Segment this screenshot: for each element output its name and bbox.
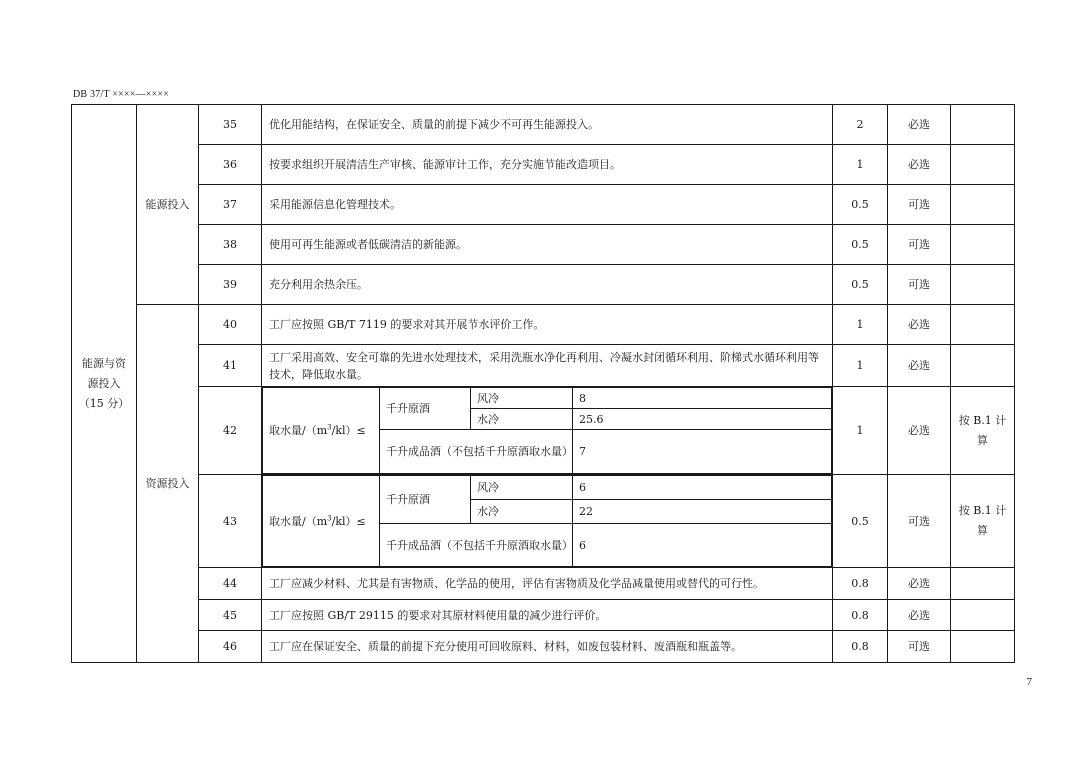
type-cell: 必选 <box>888 305 951 345</box>
table-row <box>72 305 1015 345</box>
finished-liquor-label: 千升成品酒（不包括千升原酒取水量） <box>380 430 573 474</box>
type-cell: 可选 <box>888 475 951 568</box>
category-label-line2: 源投入 <box>87 376 121 390</box>
water-cooling-label: 水冷 <box>471 500 573 524</box>
note-cell <box>951 345 1015 387</box>
water-intake-cell <box>262 387 833 475</box>
page-number: 7 <box>1026 676 1032 688</box>
note-cell: 按 B.1 计算 <box>951 475 1015 568</box>
note-cell <box>951 265 1015 305</box>
note-cell <box>951 631 1015 663</box>
score-cell: 0.8 <box>833 600 888 631</box>
score-cell: 0.8 <box>833 631 888 663</box>
score-cell: 0.5 <box>833 185 888 225</box>
row-number: 36 <box>199 145 262 185</box>
table-row <box>72 387 1015 475</box>
row-number: 45 <box>199 600 262 631</box>
subcategory-energy: 能源投入 <box>137 105 199 305</box>
table-row <box>72 475 1015 568</box>
score-cell: 0.5 <box>833 475 888 568</box>
subcategory-resource: 资源投入 <box>137 305 199 663</box>
finished-liquor-label: 千升成品酒（不包括千升原酒取水量） <box>380 524 573 567</box>
type-cell: 必选 <box>888 600 951 631</box>
water-cooling-label: 水冷 <box>471 409 573 430</box>
requirement-text: 工厂应按照 GB/T 7119 的要求对其开展节水评价工作。 <box>262 305 833 345</box>
air-cooling-label: 风冷 <box>471 476 573 500</box>
row-number: 39 <box>199 265 262 305</box>
score-cell: 0.5 <box>833 265 888 305</box>
type-cell: 可选 <box>888 185 951 225</box>
row-number: 46 <box>199 631 262 663</box>
requirement-text: 按要求组织开展清洁生产审核、能源审计工作，充分实施节能改造项目。 <box>262 145 833 185</box>
raw-liquor-label: 千升原酒 <box>380 476 471 524</box>
water-intake-cell <box>262 475 833 568</box>
requirement-text: 工厂应减少材料、尤其是有害物质、化学品的使用，评估有害物质及化学品减量使用或替代的可行性。 <box>262 568 833 600</box>
row-number: 43 <box>199 475 262 568</box>
requirement-text: 优化用能结构，在保证安全、质量的前提下减少不可再生能源投入。 <box>262 105 833 145</box>
row-number: 41 <box>199 345 262 387</box>
type-cell: 必选 <box>888 105 951 145</box>
type-cell: 必选 <box>888 145 951 185</box>
note-cell <box>951 145 1015 185</box>
table-row <box>72 145 1015 185</box>
table-row <box>72 105 1015 145</box>
requirement-text: 工厂采用高效、安全可靠的先进水处理技术，采用洗瓶水净化再利用、冷凝水封闭循环利用、阶梯式水循环利用等技术，降低取水量。 <box>262 345 833 387</box>
score-cell: 1 <box>833 345 888 387</box>
raw-liquor-label: 千升原酒 <box>380 388 471 430</box>
standard-code: DB 37/T ××××—×××× <box>73 89 170 100</box>
score-cell: 1 <box>833 145 888 185</box>
metric-label: 取水量$/(m^3/kl)\le$ <box>263 476 380 567</box>
type-cell: 必选 <box>888 387 951 475</box>
air-cooling-value: 8 <box>573 388 832 409</box>
table-row <box>72 631 1015 663</box>
table-row <box>72 265 1015 305</box>
requirement-text: 工厂应在保证安全、质量的前提下充分使用可回收原料、材料，如废包装材料、废酒瓶和瓶盖等。 <box>262 631 833 663</box>
air-cooling-label: 风冷 <box>471 388 573 409</box>
requirement-text: 采用能源信息化管理技术。 <box>262 185 833 225</box>
table-row <box>72 225 1015 265</box>
row-number: 35 <box>199 105 262 145</box>
type-cell: 可选 <box>888 265 951 305</box>
score-cell: 2 <box>833 105 888 145</box>
requirement-text: 充分利用余热余压。 <box>262 265 833 305</box>
note-cell <box>951 185 1015 225</box>
note-cell: 按 B.1 计算 <box>951 387 1015 475</box>
note-cell <box>951 225 1015 265</box>
air-cooling-value: 6 <box>573 476 832 500</box>
requirement-text: 工厂应按照 GB/T 29115 的要求对其原材料使用量的减少进行评价。 <box>262 600 833 631</box>
score-cell: 1 <box>833 305 888 345</box>
type-cell: 可选 <box>888 225 951 265</box>
score-cell: 0.5 <box>833 225 888 265</box>
category-cell <box>72 105 137 663</box>
water-cooling-value: 25.6 <box>573 409 832 430</box>
finished-liquor-value: 6 <box>573 524 832 567</box>
score-cell: 0.8 <box>833 568 888 600</box>
type-cell: 必选 <box>888 345 951 387</box>
category-label-line1: 能源与资 <box>82 356 126 370</box>
row-number: 40 <box>199 305 262 345</box>
row-number: 37 <box>199 185 262 225</box>
table-row <box>72 568 1015 600</box>
row-number: 42 <box>199 387 262 475</box>
table-row <box>72 600 1015 631</box>
evaluation-table <box>71 104 1015 663</box>
type-cell: 必选 <box>888 568 951 600</box>
row-number: 44 <box>199 568 262 600</box>
note-cell <box>951 305 1015 345</box>
table-row <box>72 185 1015 225</box>
type-cell: 可选 <box>888 631 951 663</box>
water-cooling-value: 22 <box>573 500 832 524</box>
note-cell <box>951 600 1015 631</box>
metric-label: 取水量$/(m^3/kl)\le$ <box>263 388 380 474</box>
row-number: 38 <box>199 225 262 265</box>
score-cell: 1 <box>833 387 888 475</box>
note-cell <box>951 105 1015 145</box>
requirement-text: 使用可再生能源或者低碳清洁的新能源。 <box>262 225 833 265</box>
category-label-line3: （15 分） <box>78 396 130 410</box>
note-cell <box>951 568 1015 600</box>
table-row <box>72 345 1015 387</box>
finished-liquor-value: 7 <box>573 430 832 474</box>
